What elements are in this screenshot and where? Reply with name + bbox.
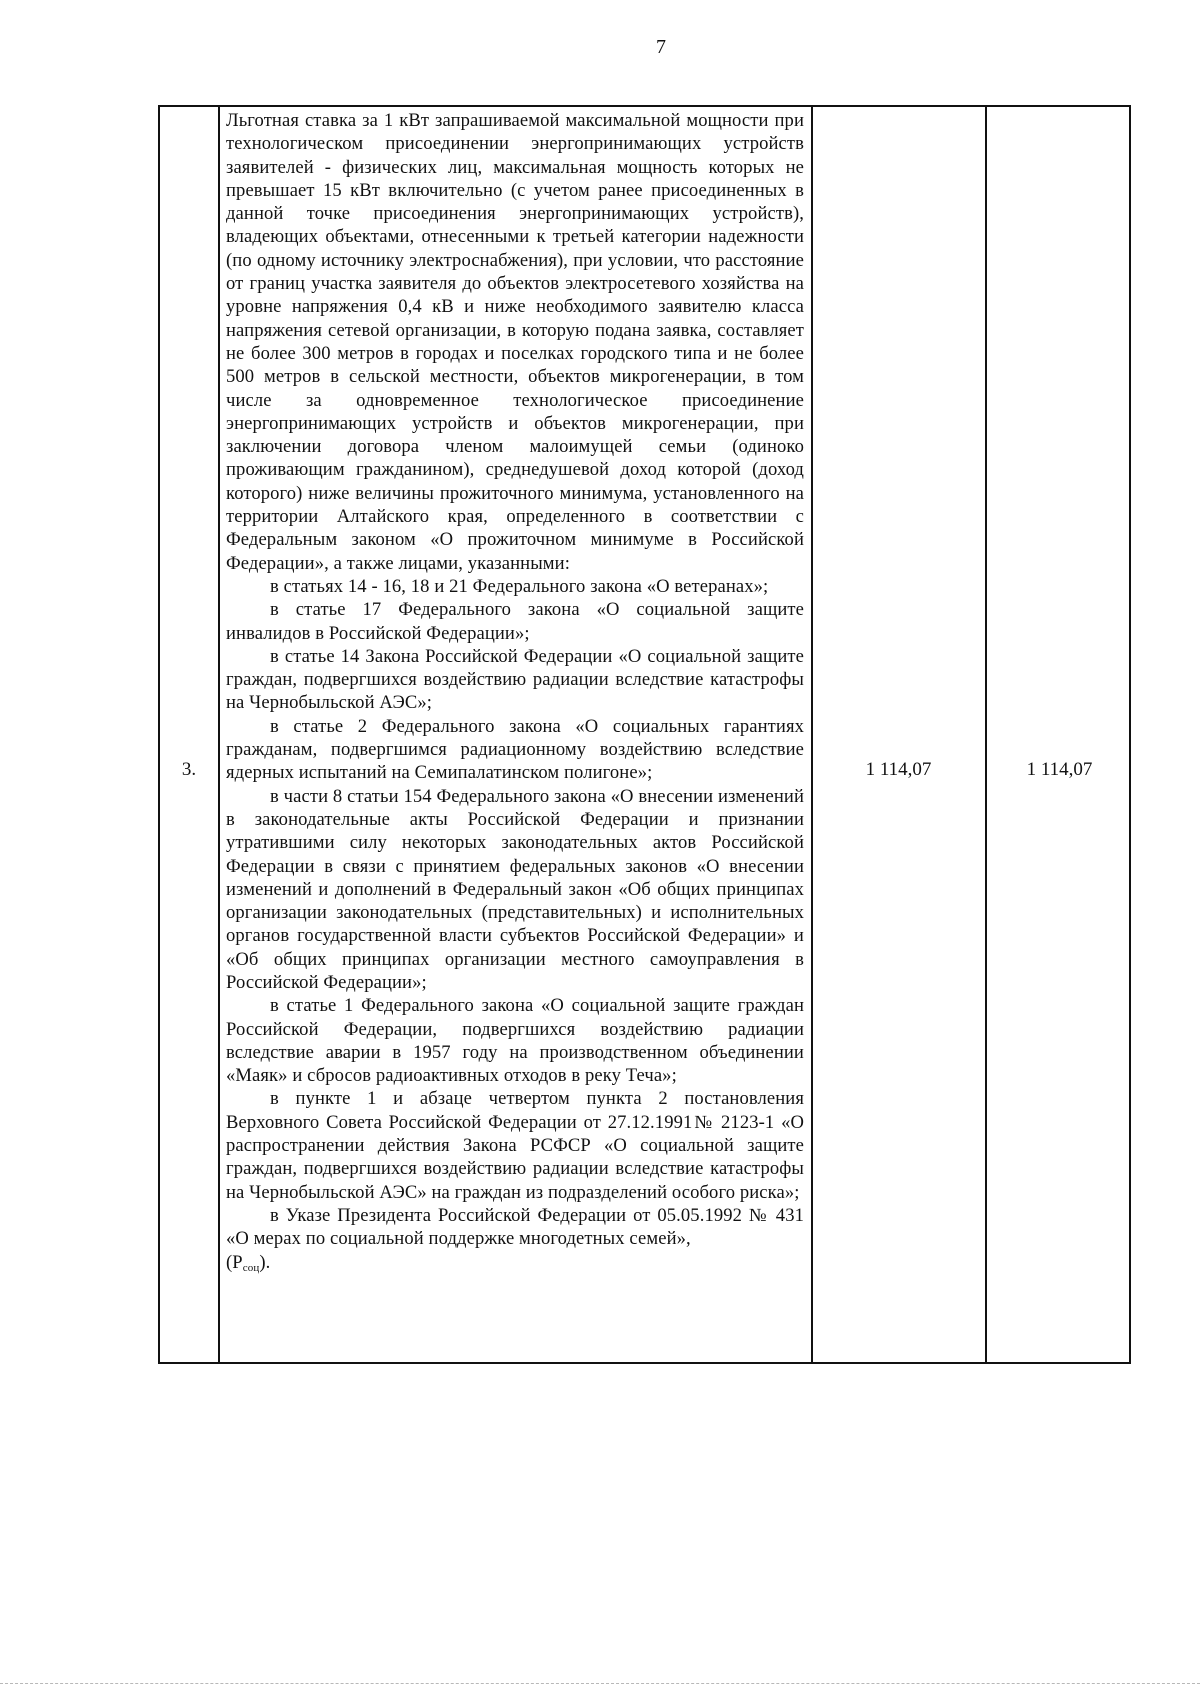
description-paragraph: в пункте 1 и абзаце четвертом пункта 2 постановления Верховного Совета Российской Федерации от 27.12.1991№ 2123-1 «О распространении действия Закона РСФСР «О социальной защите граждан, подвергшихся воздействию радиации вследствие катастрофы на Чернобыльской АЭС» на граждан из подразделений особого риска»; [226,1088,804,1203]
column-divider [811,107,813,1362]
value-cell-2: 1 114,07 [1026,759,1093,780]
description-paragraph: в статье 1 Федерального закона «О социальной защите граждан Российской Федерации, подвергшихся воздействию радиации вследствие аварии в 1957 году на производственном объединении «Маяк» и сбросов радиоактивных отходов в реку Теча»; [226,995,804,1087]
tariff-table [158,105,1131,1364]
column-divider [985,107,987,1362]
description-paragraph: в Указе Президента Российской Федерации от 05.05.1992 № 431 «О мерах по социальной поддержке многодетных семей», [226,1204,804,1250]
formula-prefix: (Р [226,1251,243,1273]
formula-suffix: ). [259,1251,271,1273]
formula-subscript: соц [242,1261,260,1274]
value-cell-1: 1 114,07 [865,759,932,780]
row-number-cell: 3. [181,759,197,780]
description-cell [226,109,804,1280]
description-paragraph: в статье 2 Федерального закона «О социальных гарантиях гражданам, подвергшимся радиационному воздействию вследствие ядерных испытаний на Семипалатинском полигоне»; [226,715,804,784]
description-paragraph: Льготная ставка за 1 кВт запрашиваемой максимальной мощности при технологическом присоединении энергопринимающих устройств заявителей - физических лиц, максимальная мощность которых не превышает 15 кВт включительно (с учетом ранее присоединенных в данной точке присоединения энергопринимающих устройств), владеющих объектами, отнесенными к третьей категории надежности (по одному источнику электроснабжения), при условии, что расстояние от границ участка заявителя до объектов электросетевого хозяйства на уровне напряжения 0,4 кВ и ниже необходимого заявителю класса напряжения сетевой организации, в которую подана заявка, составляет не более 300 метров в городах и поселках городского типа и не более 500 метров в сельской местности, объектов микрогенерации, в том числе за одновременное технологическое присоединение энергопринимающих устройств и объектов микрогенерации, при заключении договора членом малоимущей семьи (одиноко проживающим гражданином), среднедушевой доход которой (доход которого) ниже величины прожиточного минимума, установленного на территории Алтайского края, определенного в соответствии с Федеральным законом «О прожиточном минимуме в Российской Федерации», а также лицами, указанными: [226,110,804,574]
column-divider [218,107,220,1362]
description-paragraph: в статьях 14 - 16, 18 и 21 Федерального закона «О ветеранах»; [270,575,769,597]
description-paragraph: в статье 14 Закона Российской Федерации «О социальной защите граждан, подвергшихся воздействию радиации вследствие катастрофы на Чернобыльской АЭС»; [226,645,804,714]
scan-edge-line [0,1683,1200,1685]
formula-notation [226,1251,804,1280]
description-paragraph: в статье 17 Федерального закона «О социальной защите инвалидов в Российской Федерации»; [226,599,804,644]
page-number: 7 [656,36,666,58]
description-paragraph: в части 8 статьи 154 Федерального закона «О внесении изменений в законодательные акты Российской Федерации и признании утратившими силу некоторых законодательных актов Российской Федерации в связи с принятием федеральных законов «О внесении изменений и дополнений в Федеральный закон «Об общих принципах организации законодательных (представительных) и исполнительных органов государственной власти субъектов Российской Федерации» и «Об общих принципах организации местного самоуправления в Российской Федерации»; [226,785,804,993]
